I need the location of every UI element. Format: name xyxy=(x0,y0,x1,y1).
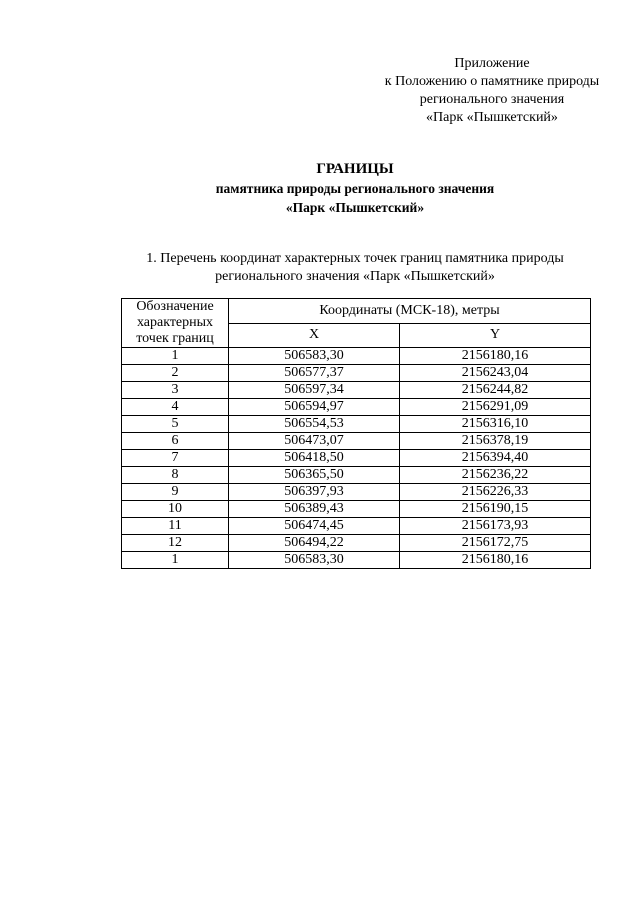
cell-point: 9 xyxy=(122,484,229,501)
cell-y: 2156190,15 xyxy=(400,501,591,518)
table-row xyxy=(122,450,591,467)
table-row xyxy=(122,484,591,501)
table-row xyxy=(122,518,591,535)
title-line: «Парк «Пышкетский» xyxy=(285,200,425,215)
table-row xyxy=(122,552,591,569)
point-header-line: характерных xyxy=(136,315,214,330)
cell-x: 506494,22 xyxy=(229,535,400,552)
cell-y: 2156291,09 xyxy=(400,399,591,416)
cell-x: 506597,34 xyxy=(229,382,400,399)
cell-y: 2156172,75 xyxy=(400,535,591,552)
annex-line: к Положению о памятнике природы xyxy=(384,74,600,89)
title-main: ГРАНИЦЫ xyxy=(316,161,394,177)
cell-x: 506594,97 xyxy=(229,399,400,416)
cell-y: 2156243,04 xyxy=(400,365,591,382)
cell-y: 2156236,22 xyxy=(400,467,591,484)
table-row xyxy=(122,416,591,433)
cell-point: 10 xyxy=(122,501,229,518)
table-row xyxy=(122,501,591,518)
cell-point: 3 xyxy=(122,382,229,399)
cell-x: 506583,30 xyxy=(229,552,400,569)
cell-point: 5 xyxy=(122,416,229,433)
table-row xyxy=(122,399,591,416)
section-caption xyxy=(110,250,600,286)
coordinates-table xyxy=(121,298,591,569)
cell-y: 2156378,19 xyxy=(400,433,591,450)
cell-y: 2156244,82 xyxy=(400,382,591,399)
annex-line: Приложение xyxy=(454,56,530,71)
table-row xyxy=(122,382,591,399)
annex-line: регионального значения xyxy=(419,92,565,107)
title-line: памятника природы регионального значения xyxy=(215,181,495,196)
cell-point: 11 xyxy=(122,518,229,535)
cell-point: 4 xyxy=(122,399,229,416)
cell-point: 6 xyxy=(122,433,229,450)
cell-x: 506577,37 xyxy=(229,365,400,382)
cell-x: 506397,93 xyxy=(229,484,400,501)
cell-x: 506365,50 xyxy=(229,467,400,484)
point-column-header xyxy=(122,299,229,348)
coordinates-group-header: Координаты (МСК-18), метры xyxy=(229,299,591,324)
cell-y: 2156180,16 xyxy=(400,348,591,365)
cell-x: 506474,45 xyxy=(229,518,400,535)
y-column-header: Y xyxy=(400,323,591,348)
annex-line: «Парк «Пышкетский» xyxy=(426,110,558,125)
cell-point: 1 xyxy=(122,348,229,365)
cell-x: 506583,30 xyxy=(229,348,400,365)
section-caption-line: регионального значения «Парк «Пышкетский» xyxy=(215,269,495,284)
table-row xyxy=(122,348,591,365)
section-caption-line: 1. Перечень координат характерных точек границ памятника природы xyxy=(146,251,564,266)
cell-x: 506418,50 xyxy=(229,450,400,467)
cell-point: 12 xyxy=(122,535,229,552)
cell-point: 1 xyxy=(122,552,229,569)
table-body xyxy=(122,348,591,569)
point-header-line: точек границ xyxy=(136,331,214,346)
cell-x: 506554,53 xyxy=(229,416,400,433)
cell-point: 7 xyxy=(122,450,229,467)
annex-header xyxy=(360,55,624,127)
cell-point: 2 xyxy=(122,365,229,382)
table-header-row xyxy=(122,299,591,324)
cell-point: 8 xyxy=(122,467,229,484)
cell-y: 2156394,40 xyxy=(400,450,591,467)
document-title xyxy=(120,160,590,217)
cell-y: 2156316,10 xyxy=(400,416,591,433)
cell-x: 506473,07 xyxy=(229,433,400,450)
cell-y: 2156173,93 xyxy=(400,518,591,535)
cell-y: 2156226,33 xyxy=(400,484,591,501)
cell-x: 506389,43 xyxy=(229,501,400,518)
table-row xyxy=(122,467,591,484)
point-header-line: Обозначение xyxy=(136,299,214,314)
table-row xyxy=(122,433,591,450)
table-row xyxy=(122,365,591,382)
x-column-header: X xyxy=(229,323,400,348)
cell-y: 2156180,16 xyxy=(400,552,591,569)
table-row xyxy=(122,535,591,552)
